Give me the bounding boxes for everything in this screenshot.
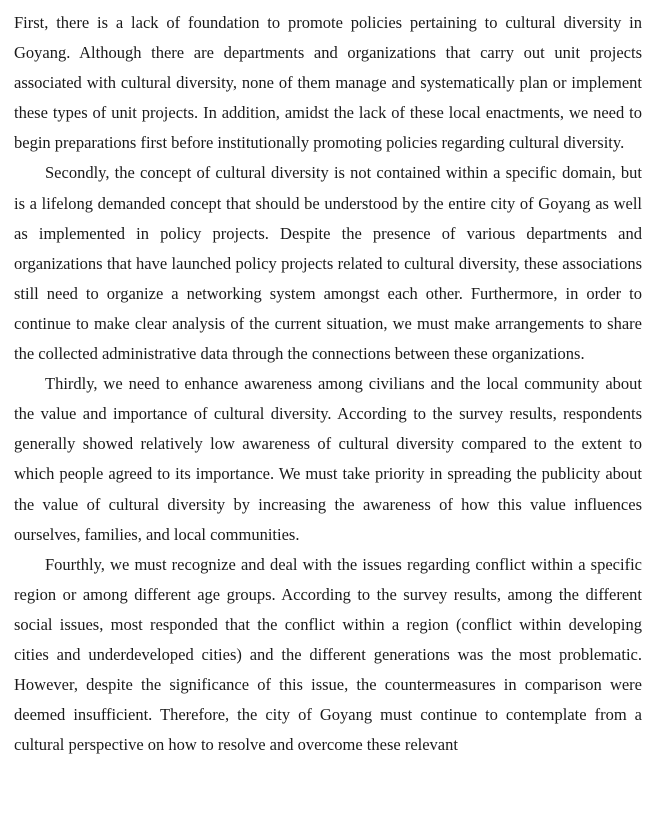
paragraph-second: Secondly, the concept of cultural diversity is not contained within a specific domain, but is a lifelong demanded concept that should be understood by the entire city of Goyang as well as implemented in policy projects. Despite the presence of various departments and organizations that have launched policy projects related to cultural diversity, these associations still need to organize a networking system amongst each other. Furthermore, in order to continue to make clear analysis of the current situation, we must make arrangements to share the collected administrative data through the connections between these organizations.: [14, 163, 642, 364]
document-body: [14, 8, 642, 760]
paragraph-first: First, there is a lack of foundation to promote policies pertaining to cultural diversity in Goyang. Although there are departments and organizations that carry out unit projects associated with cultural diversity, none of them manage and systematically plan or implement these types of unit projects. In addition, amidst the lack of these local enactments, we need to begin preparations first before institutionally promoting policies regarding cultural diversity.: [14, 13, 642, 153]
paragraph-fourth: Fourthly, we must recognize and deal with the issues regarding conflict within a specific region or among different age groups. According to the survey results, among the different social issues, most responded that the conflict within a region (conflict within developing cities and underdeveloped cities) and the different generations was the most problematic. However, despite the significance of this issue, the countermeasures in comparison were deemed insufficient. Therefore, the city of Goyang must continue to contemplate from a cultural perspective on how to resolve and overcome these relevant: [14, 554, 642, 755]
paragraph-third: Thirdly, we need to enhance awareness among civilians and the local community about the value and importance of cultural diversity. According to the survey results, respondents generally showed relatively low awareness of cultural diversity compared to the extent to which people agreed to its importance. We must take priority in spreading the publicity about the value of cultural diversity by increasing the awareness of how this value influences ourselves, families, and local communities.: [14, 374, 642, 544]
